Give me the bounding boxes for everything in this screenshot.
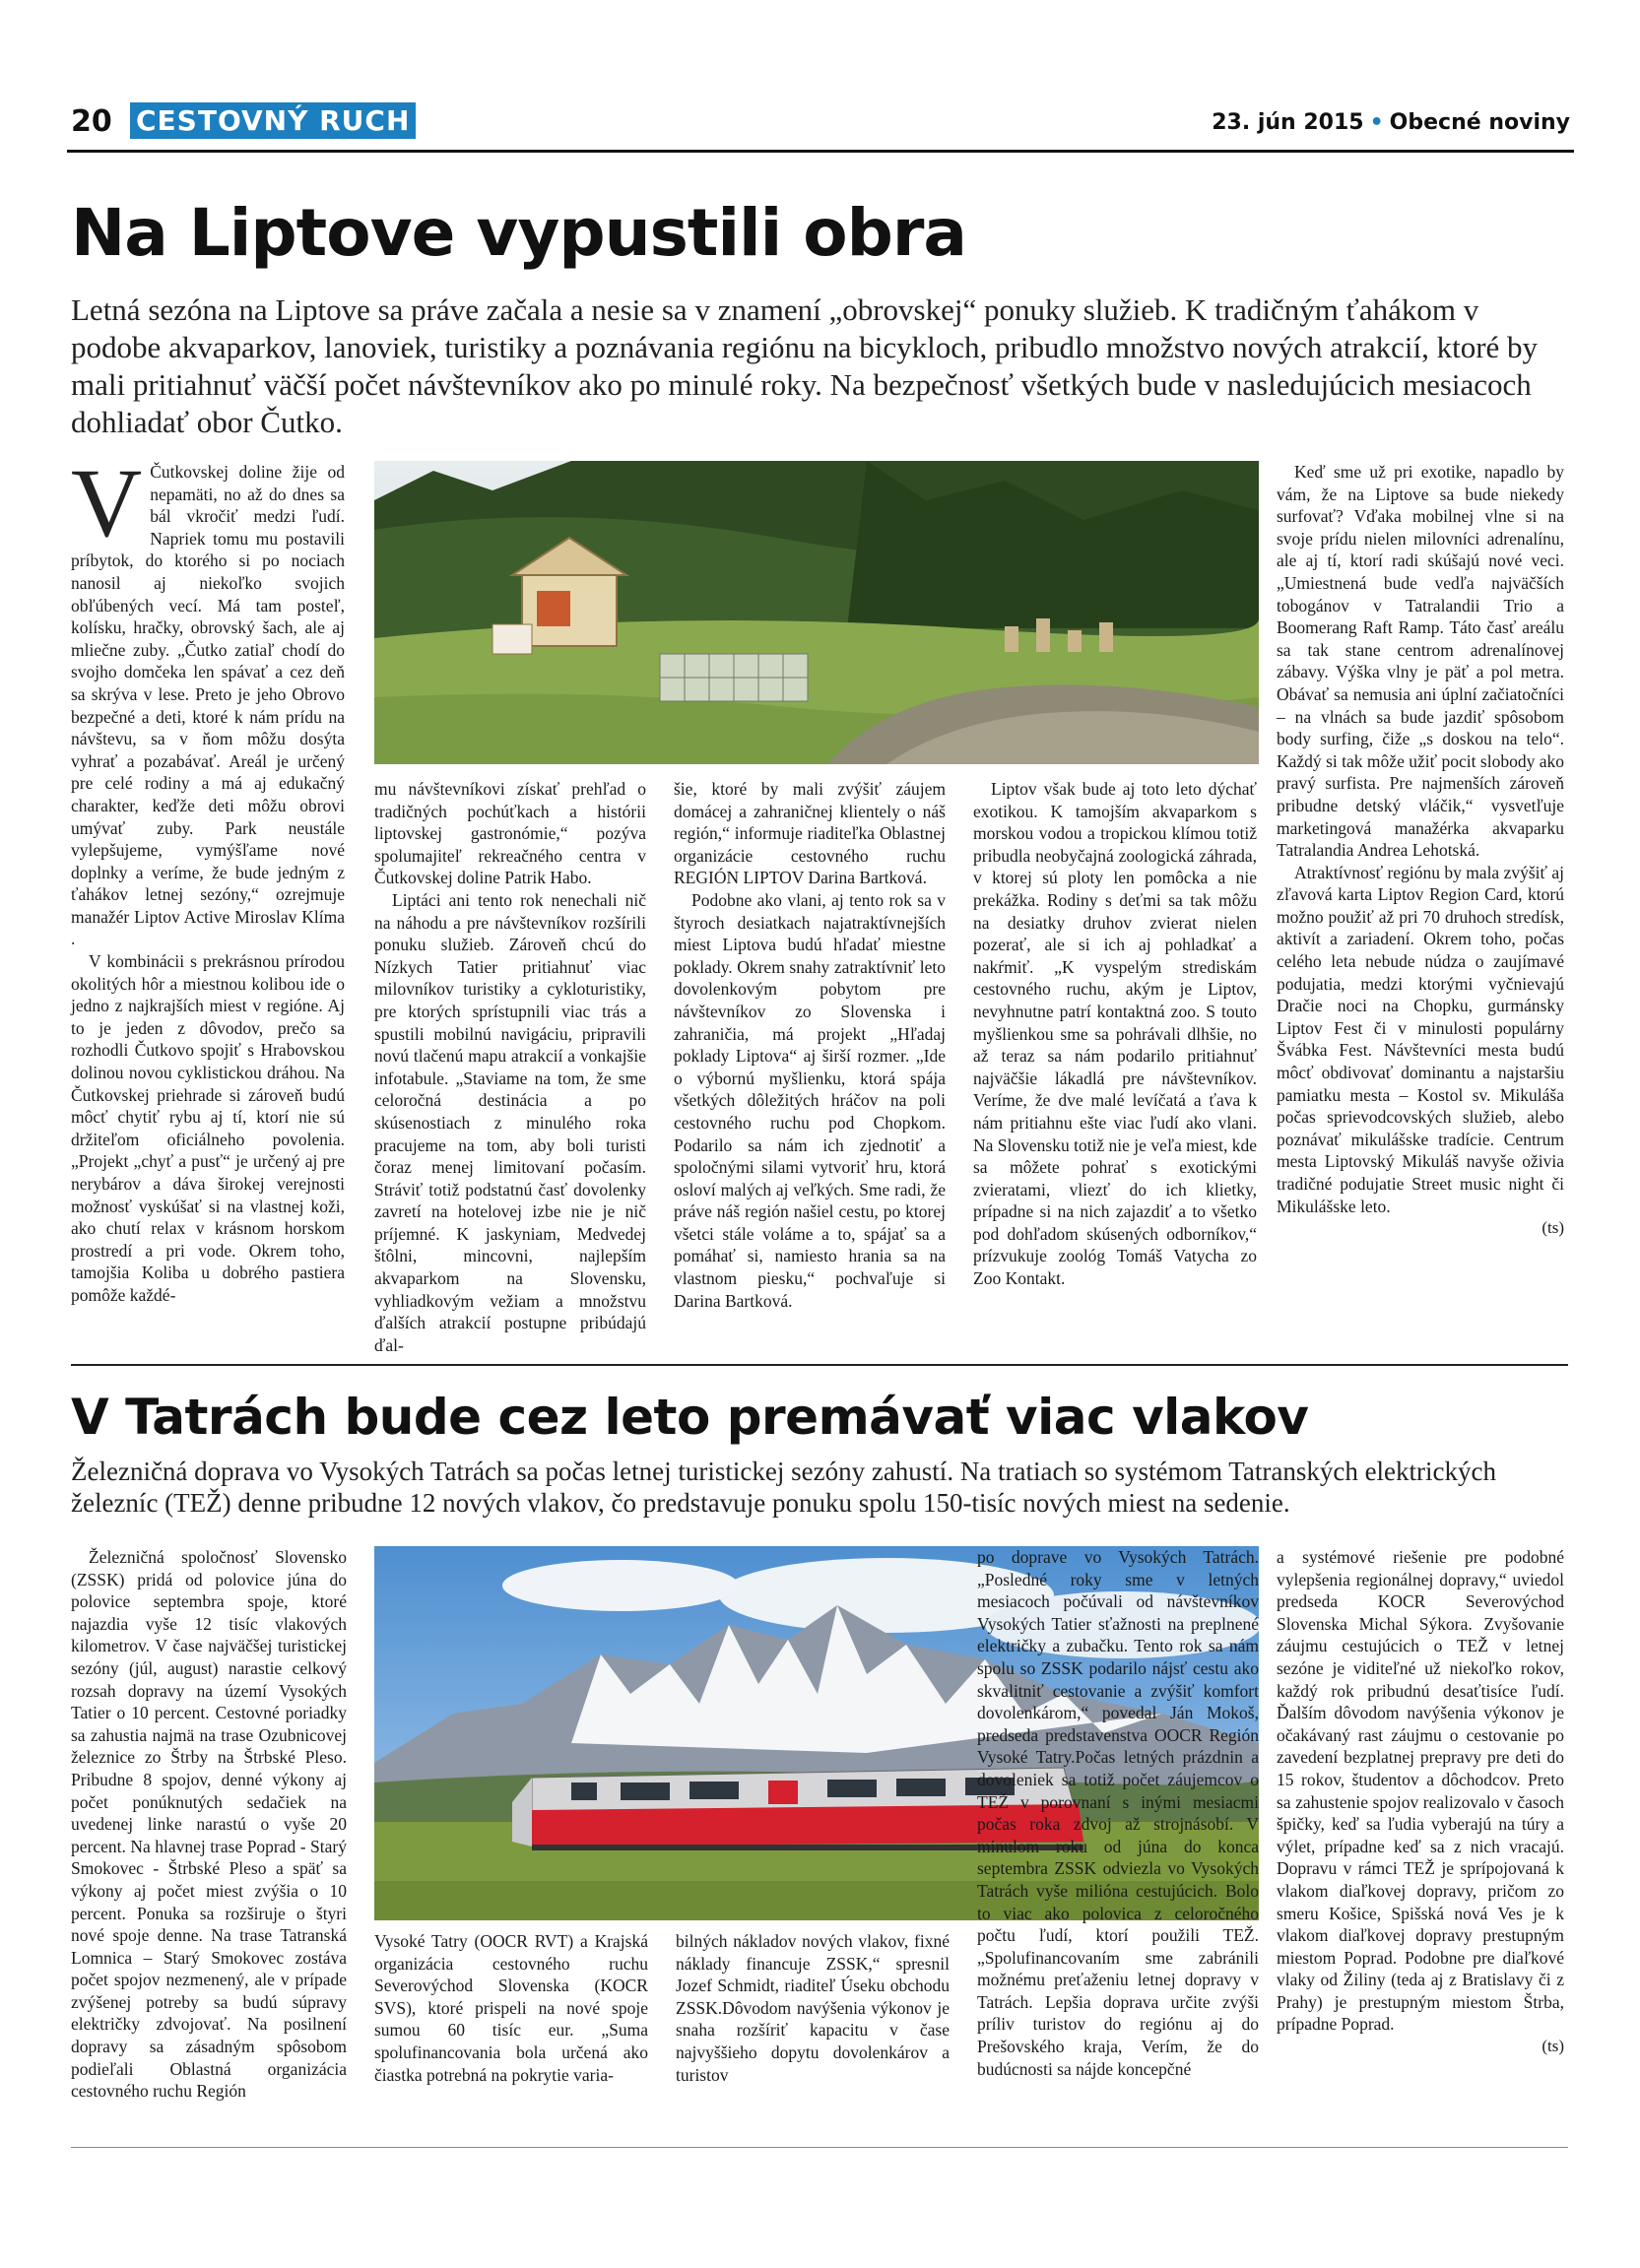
article2-col3-p1: bilných nákladov nových vlakov, fixné náklady financuje ZSSK,“ spresnil Jozef Schmidt, riaditeľ Úseku obchodu ZSSK.Dôvodom navýšenia výkonov je snaha rozšíriť kapacitu v čase najvyššieho dopytu dovolenkárov a turistov [676,1931,950,2085]
article2-col1-p1: Železničná spoločnosť Slovensko (ZSSK) pridá od polovice júna do polovice septembra spoje, ktoré najazdia vyše 12 tisíc vlakových kilometrov. V čase najväčšej turistickej sezóny (júl, august) narastie celkový rozsah dopravy na území Vysokých Tatier o 10 percent. Cestovné poriadky sa zahustia najmä na trase Ozubnicovej železnice zo Štrby na Štrbské Pleso. Pribudne 8 spojov, denné výkony aj počet ponúknutých sedačiek na uvedenej linke narastú o vyše 20 percent. Na hlavnej trase Poprad - Starý Smokovec - Štrbské Pleso a späť sa výkony aj počet miest zvýšia o 10 percent. Ponuka sa rozširuje o štyri nové spoje denne. Na trase Tatranská Lomnica – Starý Smokovec zostáva počet spojov nezmenený, ale v prípade zvýšenej potreby sa budú súpravy električky zdvojovať. Na posilnení dopravy sa zásadným spôsobom podieľali Oblastná organizácia cestovného ruchu Región [71,1547,347,2102]
section-label: CESTOVNÝ RUCH [130,102,416,139]
article1-column-3 [674,778,946,1312]
article1-column-5 [1277,461,1564,1240]
article1-col5-p2: Atraktívnosť regiónu by mala zvýšiť aj zľavová karta Liptov Region Card, ktorú možno použiť až pri 70 druhoch stredísk, aktivít a zariadení. Okrem toho, počas celého leta nebude núdza o zaujímavé podujatia, medzi ktorými vyčnievajú Dračie noci na Chopku, gurmánsky Liptov Fest či v minulosti populárny Švábka Fest. Návštevníci mesta budú môcť obdivovať dominantu a najstaršiu pamiatku mesta – Kostol sv. Mikuláša počas sprievodcovských služieb, alebo poznávať mikulášske tradície. Centrum mesta Liptovský Mikuláš navyše oživia tradičné podujatie Street music night či Mikulášske leto. [1277,862,1564,1216]
article1-lead: Letná sezóna na Liptove sa práve začala a nesie sa v znamení „obrovskej“ ponuky služieb. K tradičným ťahákom v podobe akvaparkov, lanoviek, turistiky a poznávania regiónu na bicykloch, pribudlo množstvo nových atrakcií, ktoré by mali pritiahnuť väčší počet návštevníkov ako po minulé roky. Na bezpečnosť všetkých bude v nasledujúcich mesiacoch dohliadať obor Čutko. [71,292,1539,439]
page-header [67,98,1574,148]
article2-col4-p1: po doprave vo Vysokých Tatrách. „Posledné roky sme v letných mesiacoch počúvali od návštevníkov Vysokých Tatier sťažnosti na preplnené električky a zubačku. Tento rok sa nám spolu so ZSSK podarilo nájsť cestu ako skvalitniť cestovanie a zvýšiť komfort dovolenkárom,“ povedal Ján Mokoš, predseda predstavenstva OOCR Región Vysoké Tatry.Počas letných prázdnin a dovoleniek sa totiž počet záujemcov o TEŽ v porovnaní s inými mesiacmi počas roka zdvoj až strojnásobí. V minulom roku od júna do konca septembra ZSSK odviezla vo Vysokých Tatrách vyše milióna cestujúcich. Bolo to viac ako polovica z celoročného počtu ľudí, ktorí použili TEŽ.„Spolufinancovaním sme zabránili možnému preťaženiu letnej dopravy v Tatrách. Lepšia doprava určite zvýši príliv turistov do regiónu aj do Prešovského kraja, Verím, že do budúcnosti sa nájde koncepčné [977,1547,1259,2079]
article2-column-3 [676,1930,950,2086]
issue-info [1212,110,1570,135]
article2-lead: Železničná doprava vo Vysokých Tatrách sa počas letnej turistickej sezóny zahustí. Na tratiach so systémom Tatranských elektrických železníc (TEŽ) denne pribudne 12 nových vlakov, čo predstavuje ponuku spolu 150-tisíc nových miest na sedenie. [71,1457,1497,1518]
article1-column-1 [71,448,345,1307]
article2-column-1 [71,1546,347,2103]
article1-col3-p1: šie, ktoré by mali zvýšiť záujem domácej a zahraničnej klientely o náš región,“ informuje riaditeľka Oblastnej organizácie cestovného ruchu REGIÓN LIPTOV Darina Bartková. [674,779,946,888]
article1-column-2 [374,778,646,1356]
article2-signature: (ts) [1542,2037,1564,2056]
article1-title: Na Liptove vypustili obra [71,195,966,271]
publication-name: Obecné noviny [1389,110,1570,135]
bottom-rule [71,2147,1568,2148]
photo-obrovo [374,461,1259,764]
obrovo-illustration [374,461,1259,764]
article1-signature: (ts) [1542,1218,1564,1238]
article1-col2-p1: mu návštevníkovi získať prehľad o tradičných pochúťkach a histórii liptovskej gastronómie,“ pozýva spolumajiteľ rekreačného centra v Čutkovskej doline Patrik Habo. [374,779,646,888]
article1-col1-p2: V kombinácii s prekrásnou prírodou okolitých hôr a miestnou kolibou ide o jedno z najkrajších miest v regióne. Aj to je jeden z dôvodov, prečo sa rozhodli Čutkovo spojiť s Hrabovskou dolinou novou cyklistickou dráhou. Na Čutkovskej priehrade si zároveň budú môcť chytiť rybu aj tí, ktorí nie sú držiteľom oficiálneho povolenia. „Projekt „chyť a pusť“ je určený aj pre nerybárov a dáva širokej verejnosti možnosť vyskúšať si na vlastnej koži, ako chutí relax v krásnom horskom prostredí a pri vode. Okrem toho, tamojšia Koliba u dobrého pastiera pomôže každé- [71,951,345,1305]
article1-col5-p1: Keď sme už pri exotike, napadlo by vám, že na Liptove sa bude niekedy surfovať? Vďaka mobilnej vlne si na svoje prídu nielen milovníci adrenalínu, ale aj tí, ktorí radi skúšajú nové veci. „Umiestnená bude vedľa najväčších tobogánov v Tatralandii Trio a Boomerang Raft Ramp. Táto časť areálu sa tak stane centrom adrenalínovej zábavy. Výška vlny je päť a pol metra. Obávať sa nemusia ani úplní začiatočníci – na vlnách sa bude jazdiť spôsobom body surfing, čiže „s doskou na telo“. Každý si tak môže užiť pocit slobody ako pravý surfista. Pre najmenších zároveň pribudne detský vláčik,“ vysvetľuje marketingová manažérka akvaparku Tatralandia Andrea Lehotská. [1277,462,1564,861]
header-separator: • [1369,110,1384,135]
article1-column-4 [973,778,1257,1290]
page-number: 20 [71,104,112,139]
article2-col5-p1: a systémové riešenie pre podobné vylepšenia regionálnej dopravy,“ uviedol predseda KOCR Severovýchod Slovenska Michal Sýkora. Zvyšovanie záujmu cestujúcich o TEŽ v letnej sezóne je viditeľné už niekoľko rokov, každý rok pribudnú desaťtisíce ľudí. Ďalším dôvodom navýšenia výkonov je očakávaný rast záujmu o cestovanie po zavedení bezplatnej prepravy pre deti do 15 rokov, študentov a dôchodcov. Preto sa zahustenie spojov realizovalo v časoch špičky, keď sa ľudia vyberajú na túry a výlet, prípadne keď sa z nich vracajú. Dopravu v rámci TEŽ je sprípojovaná k vlakom diaľkovej dopravy, pričom zo smeru Košice, Spišská nová Ves je k vlakom diaľkovej dopravy prestupným miestom Poprad. Podobne pre diaľkové vlaky od Žiliny (teda aj z Bratislavy či z Prahy) je prestupným miestom Štrba, prípadne Poprad. [1277,1547,1564,2035]
article1-col1-p1: Čutkovskej doline žije od nepamäti, no až do dnes sa bál vkročiť medzi ľudí. Napriek tomu mu postavili príbytok, do ktorého si po nociach nanosil aj niekoľko svojich obľúbených vecí. Má tam posteľ, kolísku, hračky, obrovský šach, ale aj mliečne zuby. „Čutko zatiaľ chodí do svojho domčeka len spávať a cez deň sa skrýva v lese. Preto je jeho Obrovo bezpečné a deti, ktoré k nám prídu na návštevu, sa v ňom môžu dosýta vyhrať a pozabávať. Areál je určený pre celé rodiny a má aj edukačný charakter, keďže deti môžu obrovi umývať zuby. Park neustále vylepšujeme, vymýšľame nové doplnky a veríme, že bude jedným z ťahákov letnej sezóny,“ ozrejmuje manažér Liptov Active Miroslav Klíma . [71,462,345,949]
dropcap: V [71,448,143,557]
article2-title: V Tatrách bude cez leto premávať viac vlakov [71,1389,1309,1446]
article1-col3-p2: Podobne ako vlani, aj tento rok sa v štyroch desiatkach najatraktívnejších miest Liptova budú hľadať miestne poklady. Okrem snahy zatraktívniť leto dovolenkovým pobytom pre návštevníkov zo Slovenska i zahraničia, má projekt „Hľadaj poklady Liptova“ aj širší rozmer. „Ide o výbornú myšlienku, ktorá spája všetkých dôležitých hráčov na poli cestovného ruchu pod Chopkom. Podarilo sa nám ich zjednotiť a spoločnými silami vytvoriť hru, ktorá osloví malých aj veľkých. Sme radi, že práve náš región našiel cestu, po ktorej všetci stále voláme a to, spájať sa a pomáhať si, namiesto hrania sa na vlastnom piesku,“ pochvaľuje si Darina Bartková. [674,889,946,1311]
issue-date: 23. jún 2015 [1212,110,1364,135]
article2-column-5 [1277,1546,1564,2058]
header-rule [67,150,1574,153]
article1-col4-p1: Liptov však bude aj toto leto dýchať exotikou. K tamojším akvaparkom s morskou vodou a tropickou klímou totiž pribudla neobyčajná zoologická záhrada, v ktorej sú ploty len pomôcka a nie prekážka. Rodiny s deťmi sa tak môžu na desiatky druhov zvierat nielen pozerať, ale si ich aj pohladkať a nakŕmiť. „K vyspelým strediskám cestovného ruchu, akým je Liptov, nevyhnutne patrí kontaktná zoo. S touto myšlienkou sme sa pohrávali dlhšie, no až teraz sa nám podarilo pritiahnuť najväčšie lákadlá pre návštevníkov. Veríme, že dve malé levíčatá a ťava k nám pritiahnu ešte viac ľudí ako vlani. Na Slovensku totiž nie je veľa miest, kde sa môžete pohrať s exotickými zvieratami, vliezť do ich klietky, prípadne si na nich zajazdiť a to všetko pod dohľadom skúsených odborníkov,“ prízvukuje zoológ Tomáš Vatycha zo Zoo Kontakt. [973,779,1258,1289]
article2-column-2 [374,1930,648,2086]
article2-col2-p1: Vysoké Tatry (OOCR RVT) a Krajská organizácia cestovného ruchu Severovýchod Slovenska (KOCR SVS), ktoré prispeli na nové spoje sumou 60 tisíc eur. „Suma spolufinancovania bola určená ako čiastka potrebná na pokrytie varia- [374,1931,648,2085]
article1-col2-p2: Liptáci ani tento rok nenechali nič na náhodu a pre návštevníkov rozšírili ponuku služieb. Zároveň chcú do Nízkych Tatier pritiahnuť viac milovníkov turistiky a cykloturistiky, pre ktorých sprístupnili viac trás a spustili mobilnú navigáciu, pripravili novú tlačenú mapu atrakcií a vonkajšie infotabule. „Staviame na tom, že sme celoročná destinácia a po skúsenostiach z minulého roka pracujeme na tom, aby boli turisti čoraz menej limitovaní počasím. Stráviť totiž podstatnú časť dovolenky zavretí na hotelovej izbe nie je nič príjemné. K jaskyniam, Medvedej štôlni, mincovni, najlepším akvaparkom na Slovensku, vyhliadkovým vežiam a množstvu ďalších atrakcií postupne pribúdajú ďal- [374,889,646,1355]
article2-column-4 [977,1546,1259,2080]
article-divider [71,1364,1568,1366]
